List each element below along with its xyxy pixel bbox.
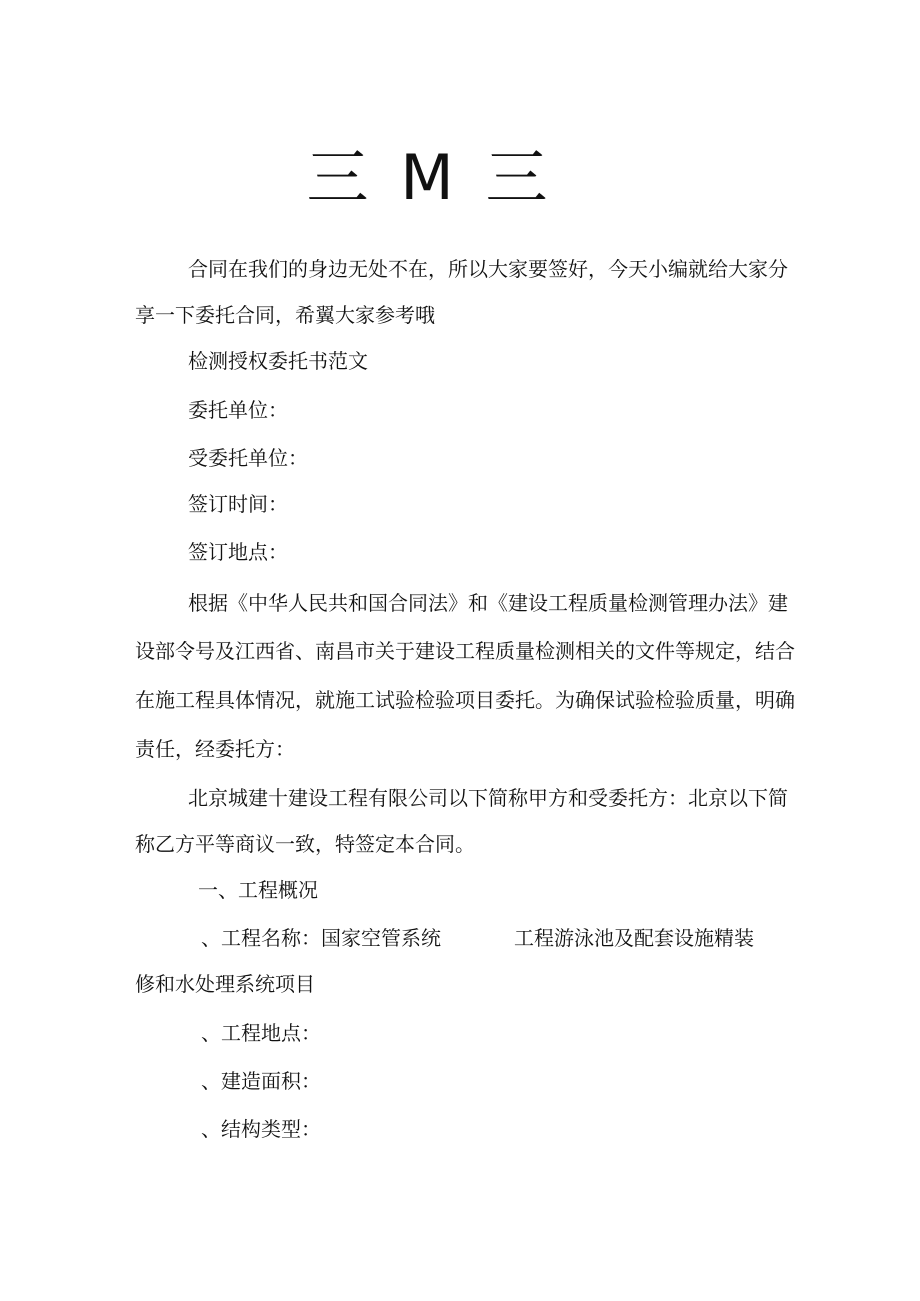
basis-line-2: 设部令号及江西省、南昌市关于建设工程质量检测相关的文件等规定，结合 bbox=[135, 639, 795, 663]
parties-line-1: 北京城建十建设工程有限公司以下简称甲方和受委托方：北京以下简 bbox=[188, 786, 788, 810]
project-name-label: 、工程名称：国家空管系统 bbox=[201, 926, 441, 950]
field-agent: 受委托单位： bbox=[188, 446, 308, 470]
project-name-rest: 工程游泳池及配套设施精装 bbox=[514, 926, 754, 950]
project-area: 、建造面积： bbox=[201, 1069, 321, 1093]
basis-line-4: 责任，经委托方： bbox=[135, 737, 295, 761]
basis-line-1: 根据《中华人民共和国合同法》和《建设工程质量检测管理办法》建 bbox=[188, 591, 788, 615]
basis-line-3: 在施工程具体情况，就施工试验检验项目委托。为确保试验检验质量，明确 bbox=[135, 688, 795, 712]
field-client: 委托单位： bbox=[188, 398, 288, 422]
page-title: 三 M 三 bbox=[306, 141, 554, 214]
project-structure: 、结构类型： bbox=[201, 1117, 321, 1141]
field-sign-time: 签订时间： bbox=[188, 492, 288, 516]
project-name-line-2: 修和水处理系统项目 bbox=[135, 972, 315, 996]
intro-line-1: 合同在我们的身边无处不在，所以大家要签好，今天小编就给大家分 bbox=[188, 257, 788, 281]
field-sign-place: 签订地点： bbox=[188, 540, 288, 564]
parties-line-2: 称乙方平等商议一致，特签定本合同。 bbox=[135, 832, 475, 856]
project-site: 、工程地点： bbox=[201, 1021, 321, 1045]
section-heading: 一、工程概况 bbox=[198, 878, 318, 902]
intro-line-2: 享一下委托合同，希翼大家参考哦 bbox=[135, 303, 435, 327]
document-title: 检测授权委托书范文 bbox=[188, 349, 368, 373]
